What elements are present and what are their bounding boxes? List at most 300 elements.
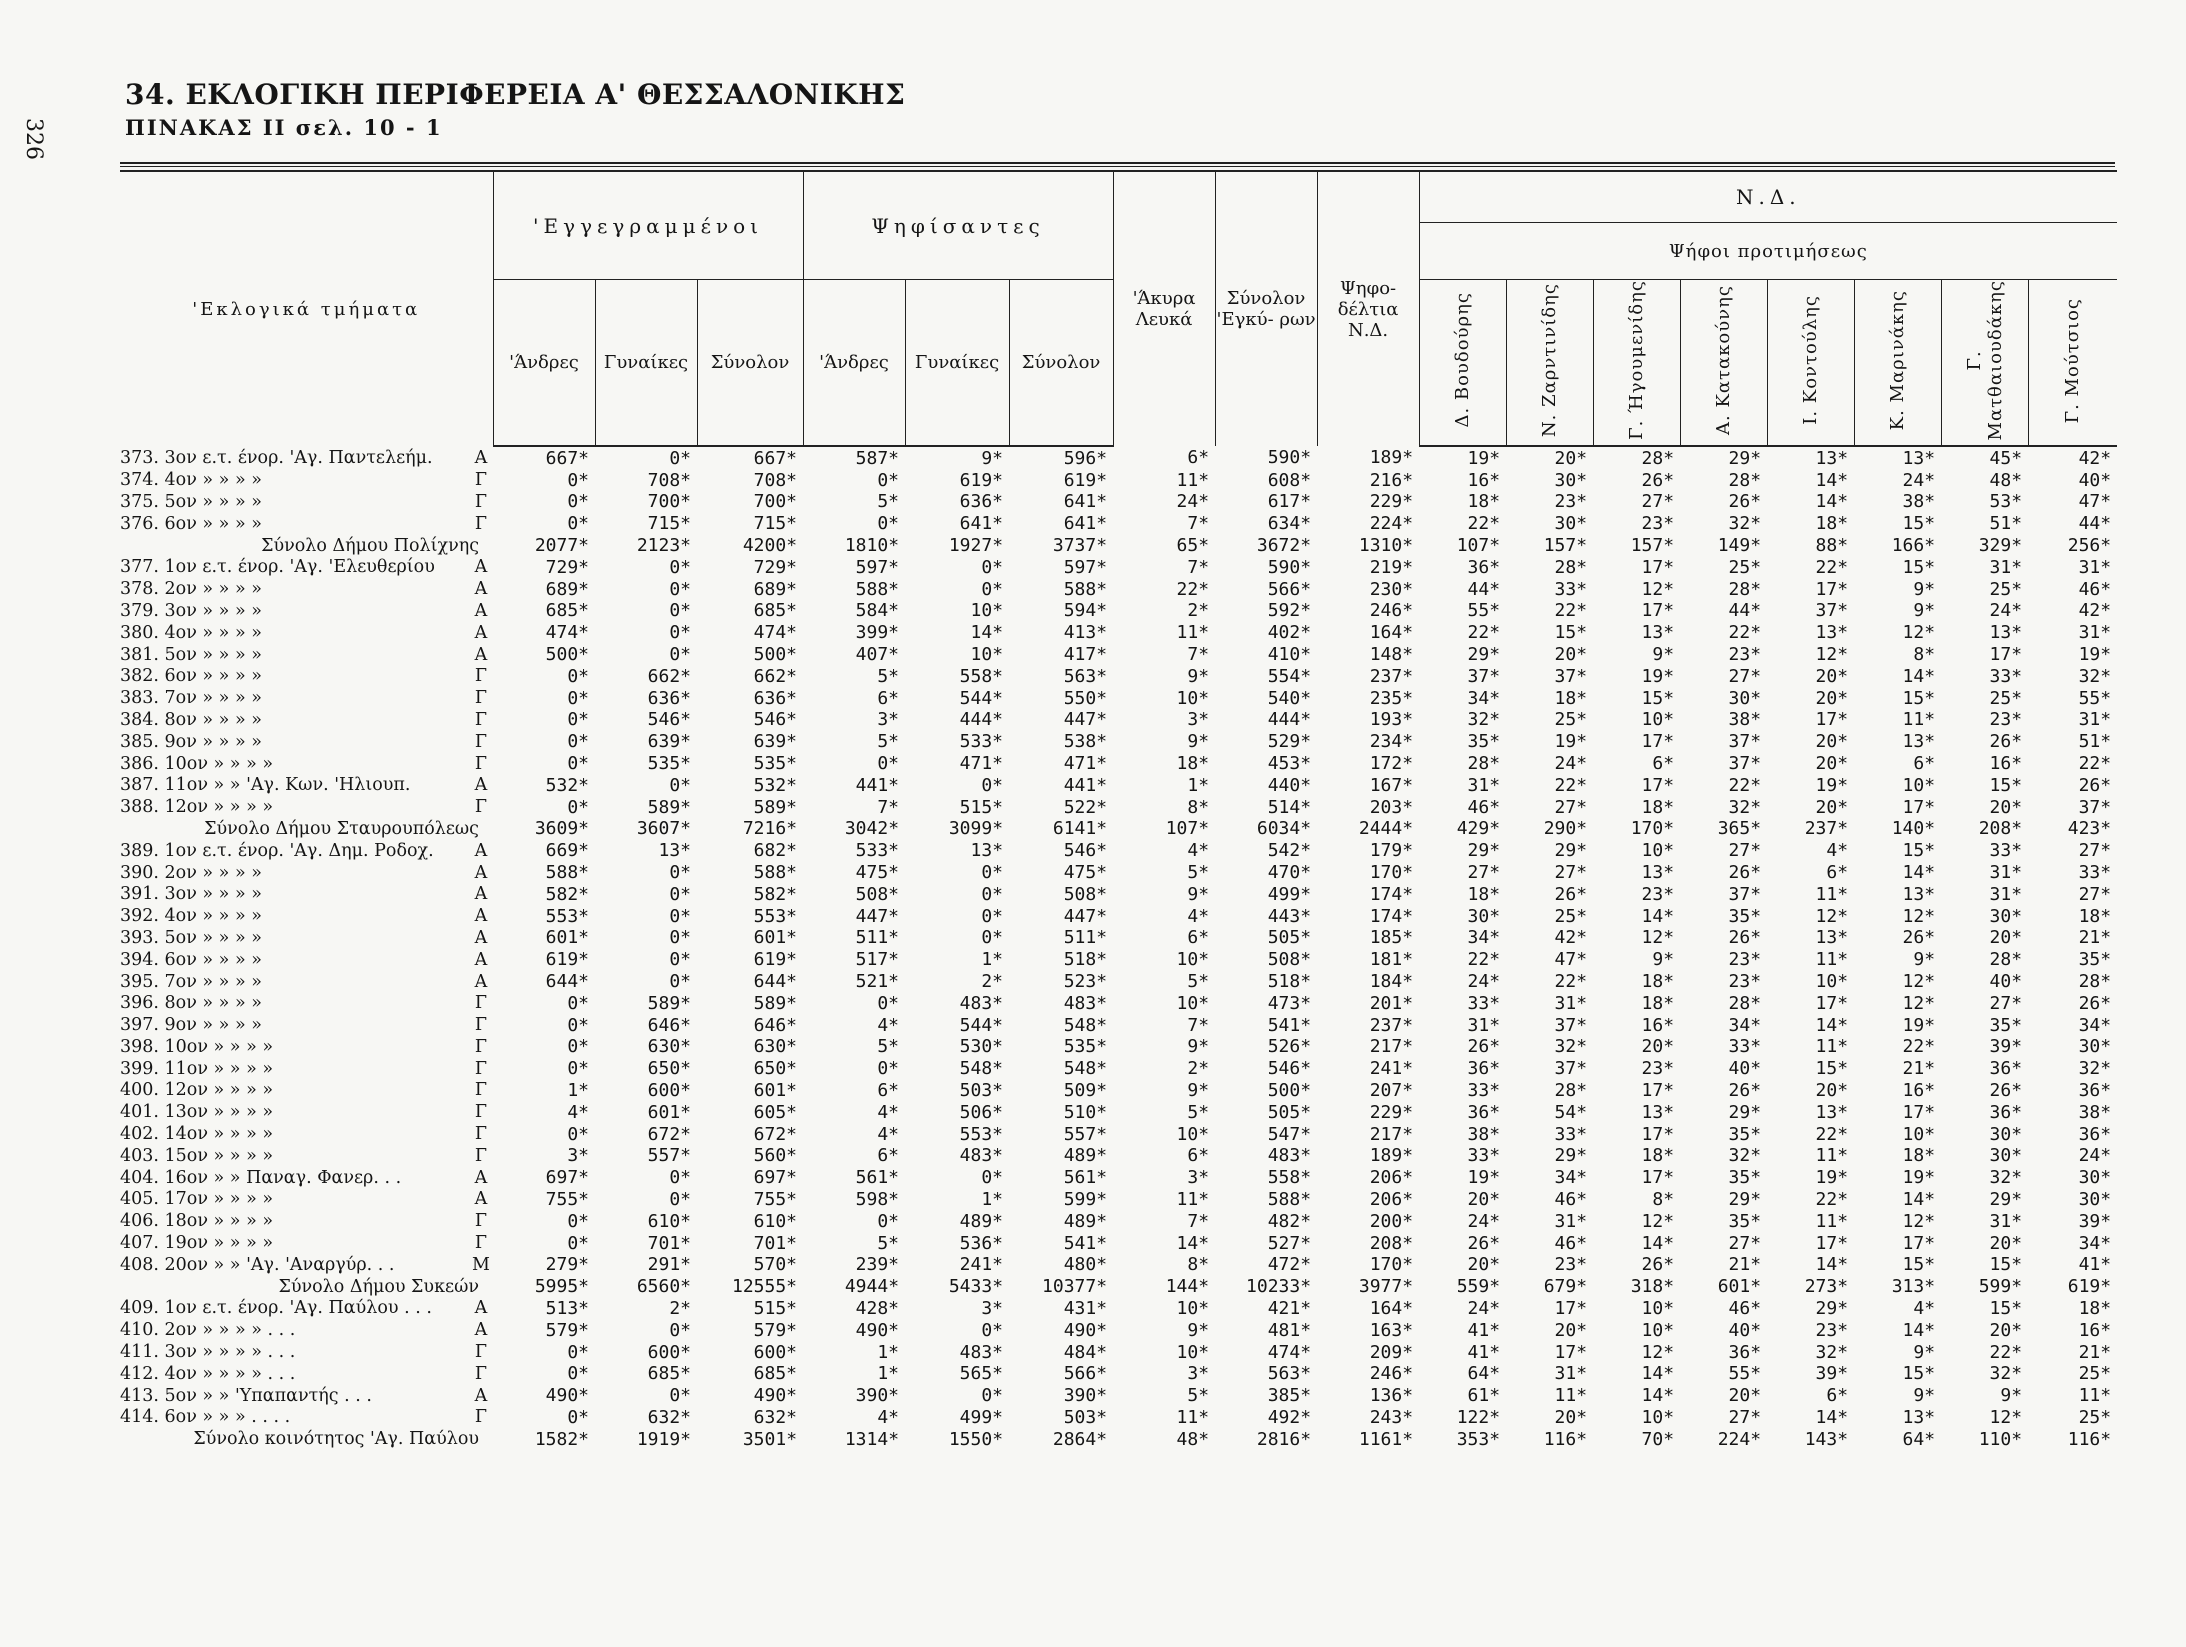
table-cell: 13* [1815,447,1849,469]
table-cell: 474* [545,622,589,644]
table-cell: 163* [1369,1319,1414,1341]
row-district: Γ [474,993,488,1014]
table-cell: 25* [1554,905,1588,927]
table-cell: 15* [1902,1254,1936,1276]
header-ballots: Ψηφο- δέλτια Ν.Δ. [1317,171,1419,446]
row-district: Α [474,862,488,883]
table-cell: 29* [1815,1297,1849,1319]
table-cell: 429* [1456,818,1501,840]
table-cell: 19* [1641,665,1675,687]
table-cell: 529* [1267,731,1312,753]
table-cell: 3* [981,1297,1004,1319]
candidate-name: Γ. Ήγουμενίδης [1626,280,1648,441]
table-cell: 701* [753,1232,798,1254]
table-cell: 16* [2078,1319,2112,1341]
table-cell: 26* [1728,927,1762,949]
candidate-header [1854,280,1941,447]
table-cell: 201* [1369,992,1414,1014]
table-cell: 41* [1467,1319,1501,1341]
table-cell: 12* [1902,622,1936,644]
top-rule [120,162,2115,164]
table-cell: 140* [1891,818,1936,840]
table-cell: 181* [1369,949,1414,971]
table-cell: 234* [1369,731,1414,753]
table-cell: 560* [753,1145,798,1167]
table-cell: 669* [545,840,589,862]
table-cell: 474* [753,622,798,644]
table-cell: 33* [1728,1036,1762,1058]
table-cell: 353* [1456,1428,1501,1450]
table-cell: 532* [545,774,589,796]
table-cell: 453* [1267,753,1312,775]
table-cell: 27* [1728,1406,1762,1428]
table-cell: 11* [1815,1145,1849,1167]
table-cell: 30* [1728,687,1762,709]
table-cell: 22* [1554,774,1588,796]
table-cell: 10* [1641,1406,1675,1428]
table-cell: 10* [1176,1123,1210,1145]
table-cell: 0* [669,1385,691,1407]
table-cell: 536* [959,1232,1004,1254]
table-cell: 9* [1913,578,1936,600]
table-cell: 636* [959,491,1004,513]
table-cell: 4* [877,1123,900,1145]
table-cell: 546* [1267,1058,1312,1080]
table-cell: 483* [959,992,1004,1014]
table-cell: 22* [1815,1188,1849,1210]
row-label [120,840,493,862]
table-cell: 107* [1456,535,1501,557]
table-cell: 12* [1641,1210,1675,1232]
table-cell: 26* [1641,469,1675,491]
table-cell: 9* [1913,1341,1936,1363]
table-cell: 157* [1630,535,1675,557]
row-label [120,1123,493,1145]
row-district: Γ [474,1407,488,1428]
table-cell: 23* [1728,949,1762,971]
table-cell: 557* [1063,1123,1108,1145]
table-cell: 443* [1267,905,1312,927]
table-cell: 0* [567,687,589,709]
table-cell: 1314* [844,1428,900,1450]
table-cell: 35* [1467,731,1501,753]
table-cell: 24* [1989,600,2023,622]
header-invalid: 'Άκυρα Λευκά [1113,171,1215,446]
table-row [120,1385,2117,1407]
table-cell: 32* [1554,1036,1588,1058]
table-cell: 0* [567,1363,589,1385]
table-cell: 7* [1187,1014,1210,1036]
table-cell: 0* [567,469,589,491]
table-cell: 2* [1187,600,1210,622]
table-cell: 689* [545,578,589,600]
table-cell: 407* [855,644,900,666]
table-cell: 14* [1815,1406,1849,1428]
table-cell: 313* [1891,1276,1936,1298]
table-cell: 28* [1554,1079,1588,1101]
table-cell: 417* [1063,644,1108,666]
table-cell: 17* [1641,1079,1675,1101]
table-cell: 390* [855,1385,900,1407]
row-district: Γ [474,753,488,774]
table-cell: 33* [2078,862,2112,884]
table-cell: 557* [647,1145,691,1167]
row-district: Α [474,949,488,970]
table-cell: 17* [1641,600,1675,622]
table-cell: 570* [753,1254,798,1276]
row-label-text: 395. 7ον » » » » [120,971,262,992]
table-cell: 28* [1554,556,1588,578]
table-cell: 26* [1989,1079,2023,1101]
table-cell: 9* [1187,883,1210,905]
row-label [120,1407,493,1429]
table-cell: 413* [1063,622,1108,644]
table-cell: 12* [1641,1341,1675,1363]
table-cell: 20* [1554,447,1588,469]
table-row [120,840,2117,862]
table-cell: 11* [1554,1385,1588,1407]
table-cell: 29* [1728,1101,1762,1123]
table-cell: 2123* [636,535,691,557]
table-cell: 441* [1063,774,1108,796]
row-label-text: 374. 4ον » » » » [120,470,262,491]
table-cell: 579* [545,1319,589,1341]
table-row [120,1058,2117,1080]
table-cell: 423* [2067,818,2112,840]
table-cell: 224* [1369,513,1414,535]
row-label-text: 385. 9ον » » » » [120,731,262,752]
table-cell: 5995* [534,1276,589,1298]
table-cell: 561* [855,1167,900,1189]
table-cell: 20* [1989,927,2023,949]
table-cell: 157* [1543,535,1588,557]
table-cell: 2* [1187,1058,1210,1080]
table-cell: 10* [1176,949,1210,971]
table-cell: 535* [647,753,691,775]
table-cell: 164* [1369,1297,1414,1319]
row-district: Γ [474,1145,488,1166]
table-cell: 24* [1902,469,1936,491]
table-cell: 18* [1467,491,1501,513]
table-cell: 14* [1641,1363,1675,1385]
table-cell: 517* [855,949,900,971]
table-cell: 61* [1467,1385,1501,1407]
table-cell: 3* [1187,709,1210,731]
row-district: Γ [474,666,488,687]
table-cell: 17* [1815,992,1849,1014]
table-cell: 12* [1902,1210,1936,1232]
row-label [120,753,493,775]
table-cell: 0* [669,883,691,905]
table-cell: 40* [1989,971,2023,992]
table-cell: 515* [753,1297,798,1319]
table-cell: 12* [1641,578,1675,600]
table-cell: 13* [1815,622,1849,644]
table-cell: 17* [1641,1123,1675,1145]
row-label [120,665,493,687]
table-cell: 32* [1728,796,1762,818]
table-cell: 28* [1467,753,1501,775]
row-label-text: 407. 19ον » » » » [120,1233,274,1254]
table-cell: 20* [1467,1254,1501,1276]
table-cell: 542* [1267,840,1312,862]
table-row [120,949,2117,971]
table-cell: 0* [567,753,589,775]
row-label-text: 398. 10ον » » » » [120,1036,274,1057]
row-label [120,1189,493,1211]
table-cell: 23* [1641,883,1675,905]
row-label-text: 404. 16ον » » Παναγ. Φανερ. . . [120,1167,402,1188]
row-label [120,513,493,535]
row-label [120,556,493,578]
table-cell: 26* [1728,1079,1762,1101]
table-cell: 42* [2078,600,2112,622]
table-cell: 15* [1989,1254,2023,1276]
table-subtitle: ΠΙΝΑΚΑΣ ΙΙ σελ. 10 - 1 [125,115,443,140]
table-cell: 0* [981,578,1004,600]
table-cell: 0* [981,556,1004,578]
table-cell: 0* [669,971,691,992]
table-cell: 25* [2078,1406,2112,1428]
row-district: Α [474,1167,488,1188]
table-cell: 3607* [636,818,691,840]
table-cell: 650* [753,1058,798,1080]
table-cell: 246* [1369,600,1414,622]
table-cell: 64* [1902,1428,1936,1450]
table-cell: 601* [753,1079,798,1101]
table-cell: 639* [647,731,691,753]
table-cell: 0* [669,927,691,949]
table-row [120,731,2117,753]
table-cell: 15* [1902,556,1936,578]
table-cell: 14* [1641,1232,1675,1254]
table-cell: 34* [1554,1167,1588,1189]
table-cell: 0* [981,905,1004,927]
table-cell: 9* [1187,665,1210,687]
table-cell: 10* [1641,1319,1675,1341]
row-label [120,905,493,927]
table-cell: 32* [1728,513,1762,535]
table-cell: 0* [981,862,1004,884]
table-cell: 7* [1187,513,1210,535]
table-cell: 12555* [732,1276,798,1298]
table-cell: 38* [2078,1101,2112,1123]
table-cell: 582* [545,883,589,905]
table-cell: 14* [1641,905,1675,927]
table-cell: 55* [1728,1363,1762,1385]
row-district: Γ [474,1233,488,1254]
table-row [120,600,2117,622]
table-cell: 483* [1063,992,1108,1014]
table-cell: 19* [1554,731,1588,753]
row-label [120,1319,493,1341]
table-cell: 5* [1187,862,1210,884]
table-cell: 644* [753,971,798,992]
table-cell: 518* [1063,949,1108,971]
table-cell: 588* [855,578,900,600]
table-cell: 21* [1902,1058,1936,1080]
table-cell: 0* [567,796,589,818]
table-cell: 24* [1467,971,1501,992]
row-label-text: Σύνολο Δήμου Συκεών [278,1276,479,1297]
row-label-text: 396. 8ον » » » » [120,993,262,1014]
table-cell: 28* [1728,578,1762,600]
table-cell: 19* [1467,447,1501,469]
table-cell: 584* [855,600,900,622]
table-cell: 55* [2078,687,2112,709]
table-cell: 630* [753,1036,798,1058]
table-cell: 641* [1063,513,1108,535]
row-label-text: 401. 13ον » » » » [120,1102,274,1123]
table-cell: 21* [2078,927,2112,949]
candidate-header [2028,280,2117,447]
table-cell: 116* [2067,1428,2112,1450]
table-cell: 729* [753,556,798,578]
table-cell: 9* [1652,949,1675,971]
table-cell: 0* [567,1341,589,1363]
table-cell: 544* [959,1014,1004,1036]
table-cell: 47* [2078,491,2112,513]
table-cell: 148* [1369,644,1414,666]
table-cell: 22* [1467,513,1501,535]
table-cell: 6560* [636,1276,691,1298]
table-cell: 540* [1267,687,1312,709]
table-cell: 547* [1267,1123,1312,1145]
row-district: Γ [474,1342,488,1363]
table-cell: 0* [669,1167,691,1189]
table-cell: 1810* [844,535,900,557]
row-label-text: 387. 11ον » » 'Αγ. Κων. 'Ηλιουπ. [120,775,411,796]
table-cell: 566* [1267,578,1312,600]
table-cell: 28* [1728,992,1762,1014]
table-cell: 588* [753,862,798,884]
table-cell: 0* [567,513,589,535]
table-cell: 46* [2078,578,2112,600]
table-cell: 14* [1902,862,1936,884]
row-label [120,818,493,840]
row-district: Γ [474,470,488,491]
table-cell: 18* [2078,905,2112,927]
table-cell: 490* [753,1385,798,1407]
table-cell: 13* [1641,622,1675,644]
table-cell: 589* [753,796,798,818]
row-label-text: 409. 1ον ε.τ. ένορ. 'Αγ. Παύλου . . . [120,1298,432,1319]
table-cell: 17* [1902,796,1936,818]
table-cell: 17* [1641,1167,1675,1189]
table-cell: 0* [981,1319,1004,1341]
table-cell: 30* [1989,1123,2023,1145]
table-cell: 246* [1369,1363,1414,1385]
row-district: Α [474,884,488,905]
table-cell: 636* [647,687,691,709]
table-cell: 6* [877,687,900,709]
row-label-text: 377. 1ον ε.τ. ένορ. 'Αγ. 'Ελευθερίου [120,557,435,578]
table-cell: 689* [753,578,798,600]
table-cell: 715* [647,513,691,535]
table-row [120,1254,2117,1276]
table-cell: 685* [753,1363,798,1385]
row-label [120,491,493,513]
table-cell: 619* [545,949,589,971]
table-row [120,1101,2117,1123]
table-cell: 7* [1187,1210,1210,1232]
table-cell: 7* [1187,644,1210,666]
table-cell: 650* [647,1058,691,1080]
table-cell: 0* [669,1319,691,1341]
table-cell: 26* [1902,927,1936,949]
table-cell: 237* [1369,665,1414,687]
table-cell: 18* [1641,992,1675,1014]
table-cell: 558* [959,665,1004,687]
table-cell: 31* [1467,1014,1501,1036]
row-district: Α [474,600,488,621]
table-cell: 3737* [1052,535,1108,557]
row-label-text: 379. 3ον » » » » [120,600,262,621]
row-label [120,622,493,644]
table-cell: 17* [1902,1101,1936,1123]
table-cell: 22* [1554,600,1588,622]
results-table [120,170,2117,1450]
table-cell: 23* [1554,491,1588,513]
row-label-text: 394. 6ον » » » » [120,949,262,970]
table-cell: 44* [1728,600,1762,622]
table-cell: 8* [1652,1188,1675,1210]
table-cell: 16* [1902,1079,1936,1101]
table-cell: 561* [1063,1167,1108,1189]
table-cell: 224* [1717,1428,1762,1450]
row-label-text: Σύνολο Δήμου Πολίχνης [261,535,479,556]
table-cell: 8* [1913,644,1936,666]
table-cell: 11* [1815,883,1849,905]
table-cell: 26* [1467,1036,1501,1058]
table-cell: 0* [981,1385,1004,1407]
table-cell: 26* [2078,992,2112,1014]
row-label-text: 393. 5ον » » » » [120,927,262,948]
table-row [120,578,2117,600]
table-cell: 0* [669,774,691,796]
table-cell: 17* [1641,556,1675,578]
table-cell: 6141* [1052,818,1108,840]
table-cell: 601* [545,927,589,949]
table-cell: 17* [1641,774,1675,796]
table-cell: 36* [1989,1058,2023,1080]
table-cell: 0* [567,1058,589,1080]
table-cell: 0* [669,600,691,622]
table-cell: 592* [1267,600,1312,622]
total-row [120,535,2117,557]
table-cell: 11* [1815,1036,1849,1058]
table-cell: 31* [2078,709,2112,731]
table-cell: 29* [1554,1145,1588,1167]
table-cell: 533* [855,840,900,862]
table-row [120,1210,2117,1232]
table-cell: 588* [1063,578,1108,600]
table-cell: 15* [1902,513,1936,535]
table-cell: 20* [1641,1036,1675,1058]
row-label [120,927,493,949]
table-cell: 12* [1902,992,1936,1014]
table-cell: 32* [1815,1341,1849,1363]
table-cell: 0* [877,753,900,775]
table-cell: 1* [981,1188,1004,1210]
table-row [120,556,2117,578]
table-cell: 27* [1728,665,1762,687]
table-cell: 548* [1063,1014,1108,1036]
table-row [120,687,2117,709]
row-label [120,1014,493,1036]
table-cell: 17* [1815,709,1849,731]
table-row [120,1189,2117,1211]
